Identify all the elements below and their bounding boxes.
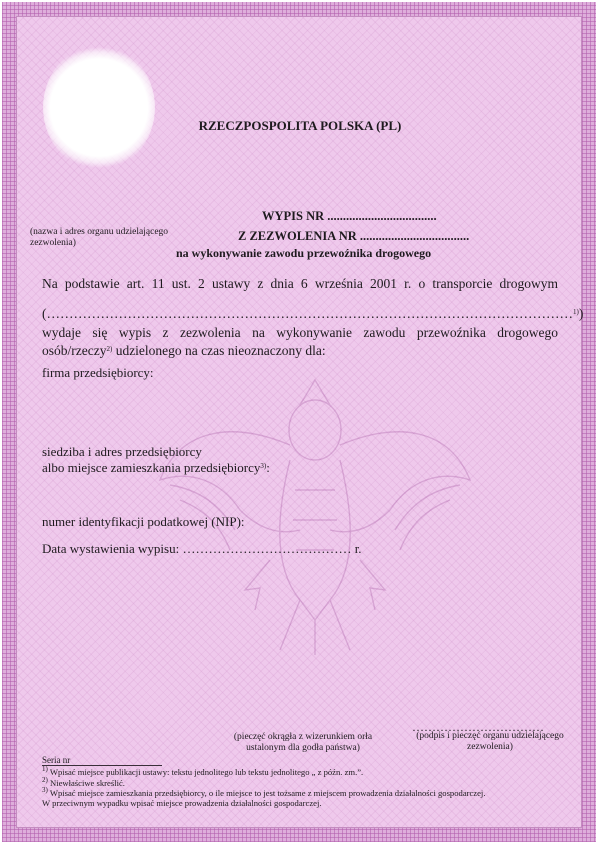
wypis-number: WYPIS NR ................................... — [262, 209, 437, 223]
company-name-label: firma przedsiębiorcy: — [42, 365, 154, 380]
carrier-type-line: osób/rzeczy$^{2)}$ udzielonego na czas nieoznaczony dla: — [42, 343, 326, 358]
zezwolenie-number: Z ZEZWOLENIA NR ................................... — [238, 229, 470, 243]
eagle-watermark-icon — [150, 360, 480, 660]
footnote-1: $^{1)}$ Wpisać miejsce publikacji ustawy: tekstu jednolitego lub tekstu jednolitego „ z późn. zm.”. — [42, 765, 364, 777]
signature-note: (podpis i pieczęć organu udzielającego zezwolenia) — [416, 731, 564, 752]
footnote-3-continued: W przeciwnym wypadku wpisać miejsce prowadzenia działalności gospodarczej. — [42, 798, 322, 808]
issuance-line: wydaje się wypis z zezwolenia na wykonywanie zawodu przewoźnika drogowego — [42, 325, 558, 340]
document-title: RZECZPOSPOLITA POLSKA (PL) — [198, 118, 402, 133]
nip-label: numer identyfikacji podatkowej (NIP): — [42, 514, 245, 529]
footnote-3: $^{3)}$ Wpisać miejsce zamieszkania przedsiębiorcy, o ile miejsce to jest tożsame z miejscem prowadzenia działalności gospodarczej. — [42, 786, 486, 798]
issue-date-label: Data wystawienia wypisu: ………………………………… r. — [42, 541, 362, 556]
signature-line: …………………………… — [412, 720, 544, 734]
footnote-divider — [42, 765, 162, 766]
publication-line: (………………………………………………………………………………………………………$^{1)}$) — [42, 306, 584, 321]
company-address-label: siedziba i adres przedsiębiorcy albo miejsce zamieszkania przedsiębiorcy$^{3)}$: — [42, 444, 270, 475]
legal-basis-line: Na podstawie art. 11 ust. 2 ustawy z dnia 6 września 2001 r. o transporcie drogowym — [42, 276, 558, 291]
document-subtitle: na wykonywanie zawodu przewoźnika drogowego — [176, 246, 432, 260]
organ-note: (nazwa i adres organu udzielającego zezwolenia) — [30, 227, 169, 248]
series-number: Seria nr — [42, 755, 71, 765]
photo-placeholder — [43, 45, 155, 170]
footnote-2: $^{2)}$ Niewłaściwe skreślić. — [42, 776, 125, 788]
stamp-note: (pieczęć okrągła z wizerunkiem orła ustalonym dla godła państwa) — [233, 732, 373, 753]
